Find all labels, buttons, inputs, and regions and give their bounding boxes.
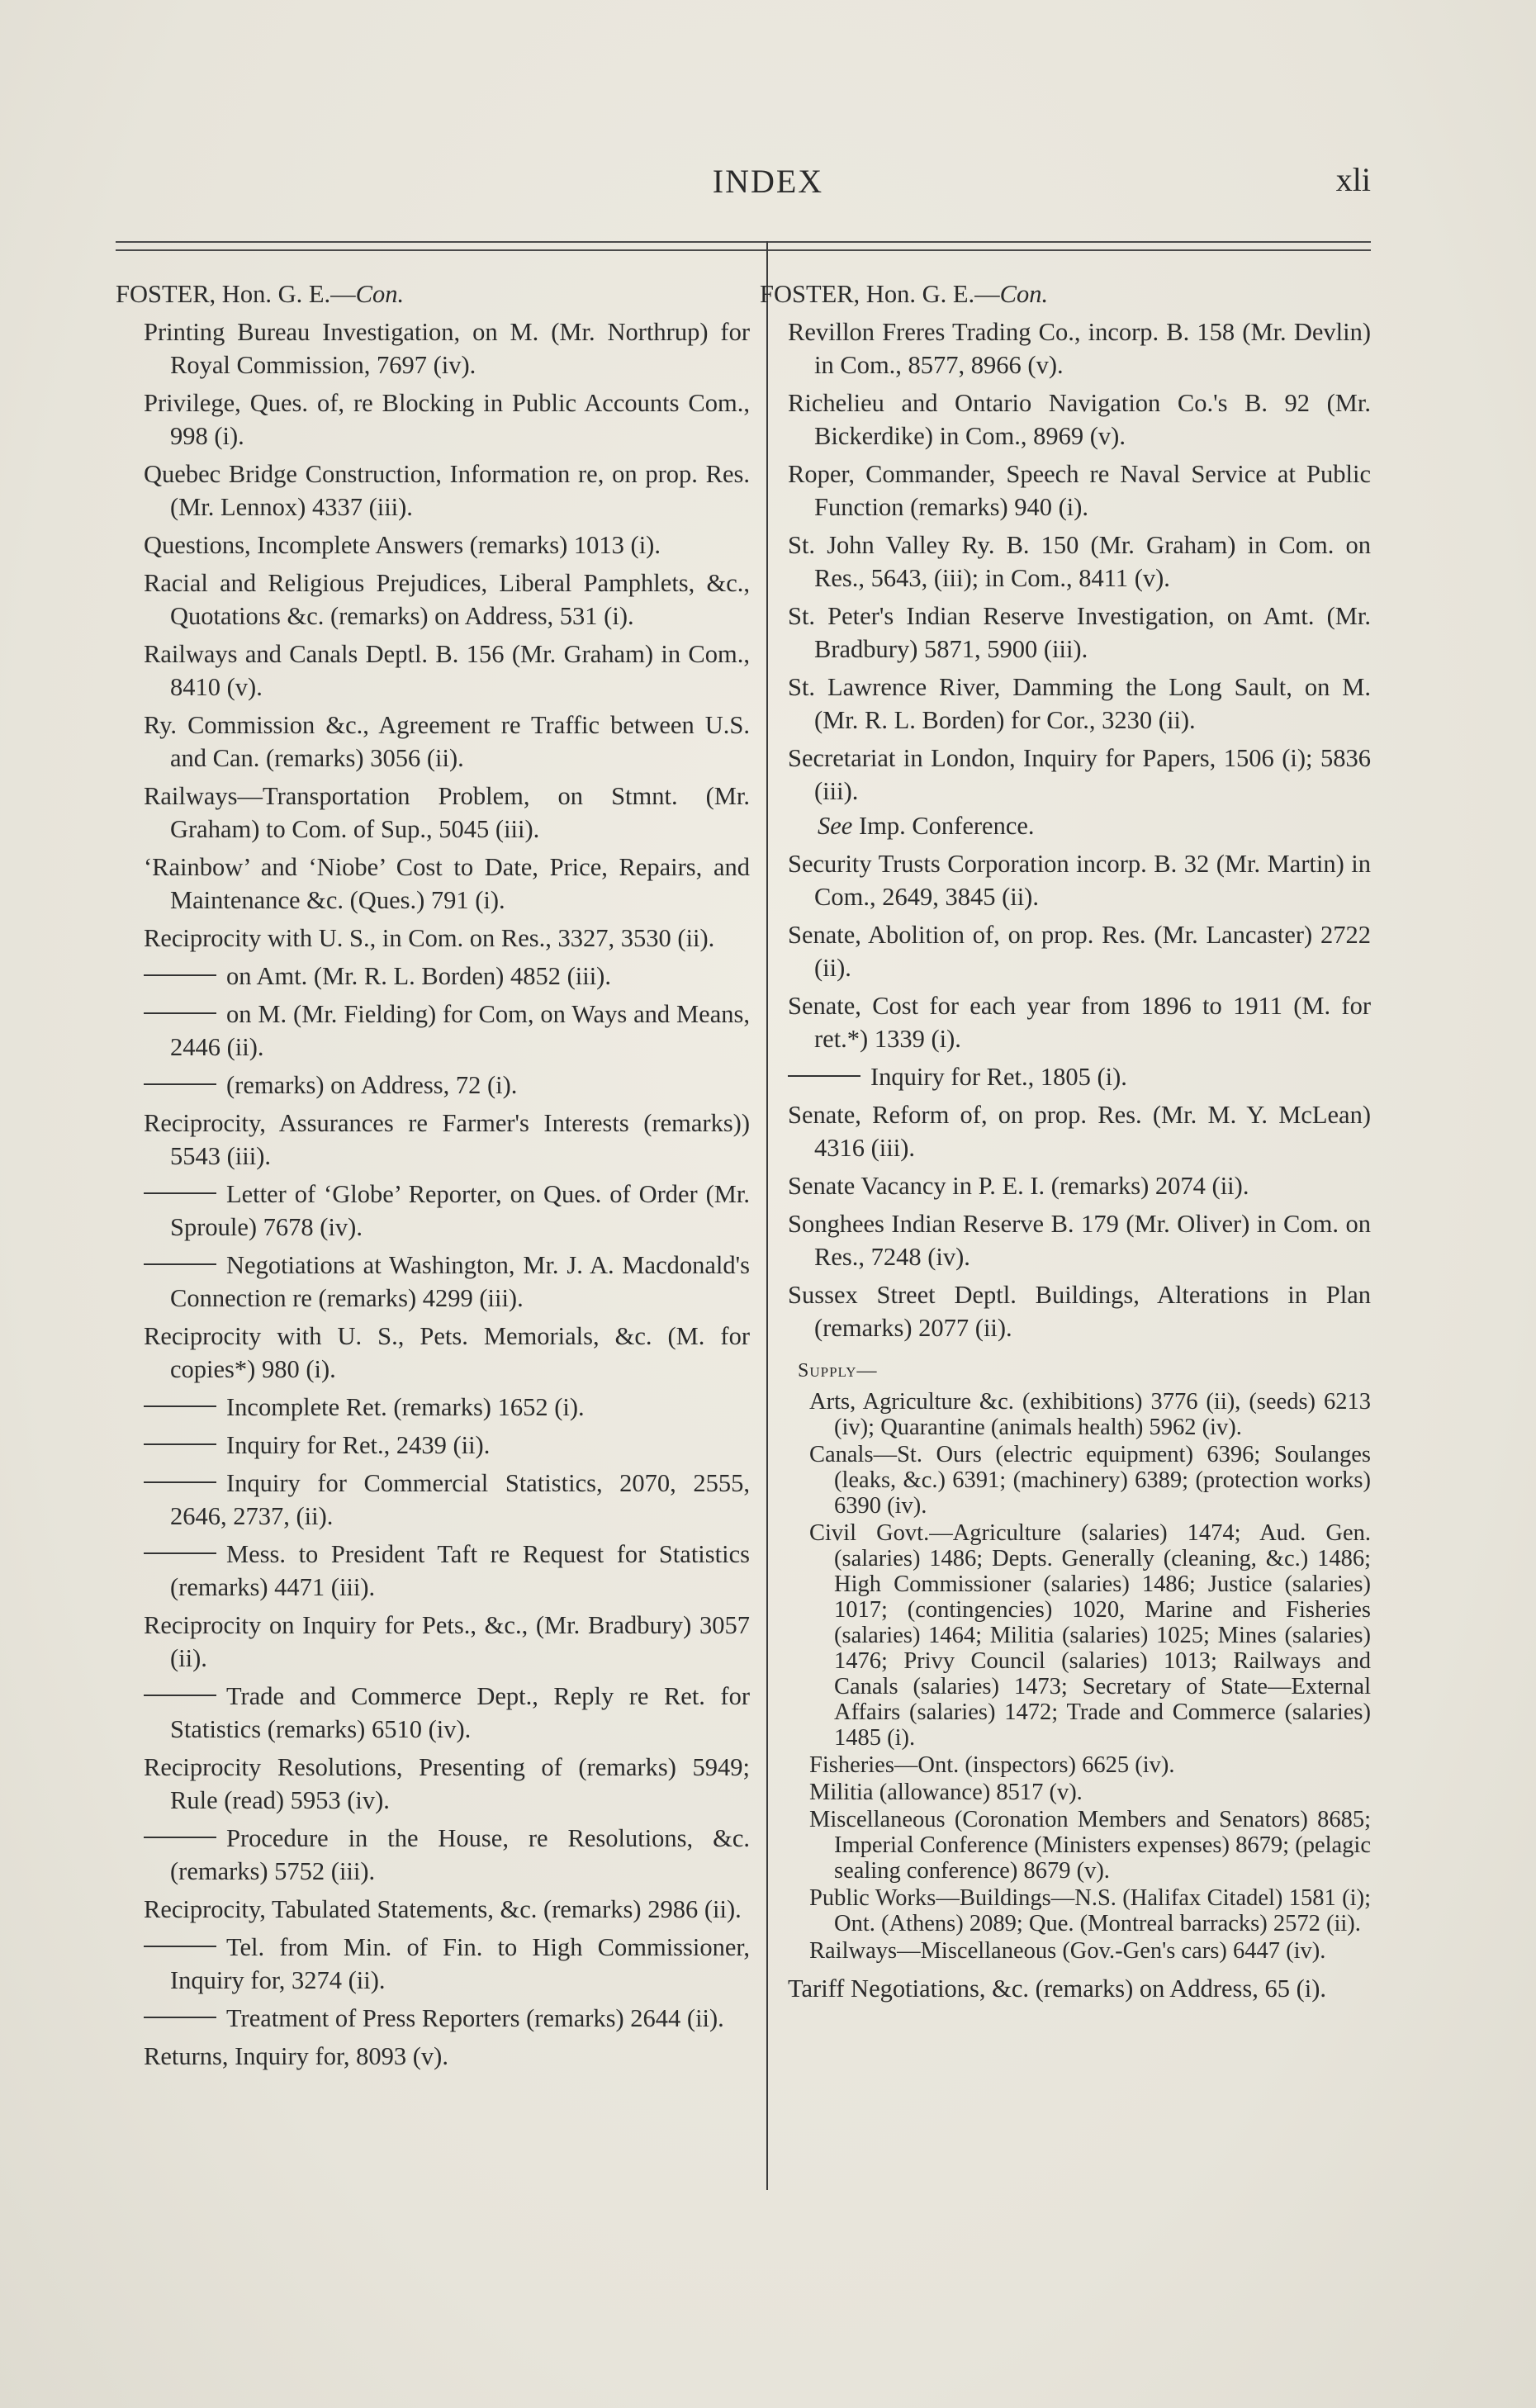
index-entry: Reciprocity Resolutions, Presenting of (remarks) 5949; Rule (read) 5953 (iv). (144, 1753, 750, 1814)
index-entry: Senate, Reform of, on prop. Res. (Mr. M. Y. McLean) 4316 (iii). (788, 1101, 1371, 1162)
ditto-dash (144, 1192, 216, 1194)
heading-con: Con. (355, 280, 405, 308)
index-entry: Racial and Religious Prejudices, Liberal Pamphlets, &c., Quotations &c. (remarks) on Address, 531 (i). (144, 569, 750, 630)
index-entry: Privilege, Ques. of, re Blocking in Public Accounts Com., 998 (i). (144, 389, 750, 450)
index-entry: Senate Vacancy in P. E. I. (remarks) 2074 (ii). (788, 1172, 1249, 1200)
supply-item: Canals—St. Ours (electric equipment) 6396; Soulanges (leaks, &c.) 6391; (machinery) 6389; (protection works) 6390 (iv). (809, 1442, 1371, 1519)
subentry-text: on Amt. (Mr. R. L. Borden) 4852 (iii). (226, 962, 611, 990)
supply-item: Public Works—Buildings—N.S. (Halifax Citadel) 1581 (i); Ont. (Athens) 2089; Que. (Montreal barracks) 2572 (ii). (809, 1885, 1371, 1936)
ditto-dash (144, 1552, 216, 1554)
index-entry: Ry. Commission &c., Agreement re Traffic between U.S. and Can. (remarks) 3056 (ii). (144, 711, 750, 772)
index-subentry (116, 960, 750, 993)
index-entry: Quebec Bridge Construction, Information re, on prop. Res. (Mr. Lennox) 4337 (iii). (144, 460, 750, 521)
index-subentry (116, 1069, 750, 1102)
index-entry: Printing Bureau Investigation, on M. (Mr. Northrup) for Royal Commission, 7697 (iv). (144, 318, 750, 379)
ditto-dash (144, 1695, 216, 1696)
heading-name: FOSTER, Hon. G. E.— (116, 280, 356, 308)
index-subentry (116, 1249, 750, 1315)
index-subentry (116, 1178, 750, 1244)
index-entry: St. John Valley Ry. B. 150 (Mr. Graham) in Com. on Res., 5643, (iii); in Com., 8411 (v). (788, 531, 1371, 592)
subentry-text: Treatment of Press Reporters (remarks) 2644 (ii). (226, 2004, 724, 2032)
index-subentry (116, 1429, 750, 1462)
index-subentry (116, 2002, 750, 2035)
supply-item: Railways—Miscellaneous (Gov.-Gen's cars) 6447 (iv). (809, 1938, 1326, 1964)
page-number: xli (1335, 161, 1371, 198)
ditto-dash (788, 1075, 860, 1077)
heading-name: FOSTER, Hon. G. E.— (760, 280, 1000, 308)
left-column (116, 277, 750, 2073)
subentry-text: Incomplete Ret. (remarks) 1652 (i). (226, 1393, 585, 1421)
index-entry: Security Trusts Corporation incorp. B. 32 (Mr. Martin) in Com., 2649, 3845 (ii). (788, 850, 1371, 911)
ditto-dash (144, 1443, 216, 1445)
ditto-dash (144, 2017, 216, 2018)
subentry-text: Inquiry for Ret., 2439 (ii). (226, 1431, 491, 1459)
subentry-text: Inquiry for Ret., 1805 (i). (870, 1063, 1127, 1091)
see-target: Imp. Conference. (858, 812, 1035, 840)
page-title: INDEX (712, 163, 824, 200)
index-subentry (760, 1060, 1371, 1093)
index-entry: Reciprocity with U. S., Pets. Memorials, &c. (M. for copies*) 980 (i). (144, 1322, 750, 1383)
index-entry: Richelieu and Ontario Navigation Co.'s B. 92 (Mr. Bickerdike) in Com., 8969 (v). (788, 389, 1371, 450)
ditto-dash (144, 1083, 216, 1085)
index-subentry (116, 1467, 750, 1533)
index-entry: Roper, Commander, Speech re Naval Service at Public Function (remarks) 940 (i). (788, 460, 1371, 521)
index-entry: Revillon Freres Trading Co., incorp. B. 158 (Mr. Devlin) in Com., 8577, 8966 (v). (788, 318, 1371, 379)
index-entry: Senate, Abolition of, on prop. Res. (Mr. Lancaster) 2722 (ii). (788, 921, 1371, 982)
index-entry: St. Lawrence River, Damming the Long Sault, on M. (Mr. R. L. Borden) for Cor., 3230 (ii). (788, 673, 1371, 734)
index-entry: Tariff Negotiations, &c. (remarks) on Address, 65 (i). (788, 1974, 1327, 2003)
index-subentry (116, 1538, 750, 1604)
header-rule-bottom (116, 249, 1371, 251)
right-column (760, 277, 1371, 2005)
index-subentry (116, 998, 750, 1064)
index-entry: Reciprocity with U. S., in Com. on Res., 3327, 3530 (ii). (144, 924, 715, 952)
supply-heading: Supply— (798, 1360, 878, 1382)
index-entry: ‘Rainbow’ and ‘Niobe’ Cost to Date, Price, Repairs, and Maintenance &c. (Ques.) 791 (i). (144, 853, 750, 914)
subentry-text: Procedure in the House, re Resolutions, &c. (remarks) 5752 (iii). (170, 1824, 750, 1885)
subentry-text: Trade and Commerce Dept., Reply re Ret. for Statistics (remarks) 6510 (iv). (170, 1682, 750, 1743)
index-subentry (116, 1391, 750, 1424)
heading-con: Con. (999, 280, 1049, 308)
subentry-text: Mess. to President Taft re Request for Statistics (remarks) 4471 (iii). (170, 1540, 750, 1601)
supply-item: Miscellaneous (Coronation Members and Senators) 8685; Imperial Conference (Ministers expenses) 8679; (pelagic sealing conference) 8679 (v). (809, 1807, 1371, 1884)
index-entry: Reciprocity, Assurances re Farmer's Interests (remarks)) 5543 (iii). (144, 1109, 750, 1170)
ditto-dash (144, 1481, 216, 1483)
subentry-text: (remarks) on Address, 72 (i). (226, 1071, 518, 1099)
index-entry: Railways—Transportation Problem, on Stmnt. (Mr. Graham) to Com. of Sup., 5045 (iii). (144, 782, 750, 843)
subentry-text: Letter of ‘Globe’ Reporter, on Ques. of Order (Mr. Sproule) 7678 (iv). (170, 1180, 750, 1241)
see-word: See (818, 812, 853, 840)
index-entry: Reciprocity on Inquiry for Pets., &c., (Mr. Bradbury) 3057 (ii). (144, 1611, 750, 1672)
header-rule-top (116, 241, 1371, 243)
ditto-dash (144, 974, 216, 976)
ditto-dash (144, 1837, 216, 1838)
supply-item: Fisheries—Ont. (inspectors) 6625 (iv). (809, 1752, 1175, 1778)
subentry-text: on M. (Mr. Fielding) for Com, on Ways and Means, 2446 (ii). (170, 1000, 750, 1061)
supply-item: Civil Govt.—Agriculture (salaries) 1474; Aud. Gen. (salaries) 1486; Depts. Generally (cleaning, &c.) 1486; High Commissioner (salaries) 1486; Justice (salaries) 1017; (contingencies) 1020, Marine and Fisheries (salaries) 1464; Militia (salaries) 1025; Mines (salaries) 1476; Privy Council (salaries) 1013; Railways and Canals (salaries) 1473; Secretary of State—External Affairs (salaries) 1472; Trade and Commerce (salaries) 1485 (i). (809, 1520, 1371, 1751)
ditto-dash (144, 1012, 216, 1014)
ditto-dash (144, 1263, 216, 1265)
index-entry: Questions, Incomplete Answers (remarks) 1013 (i). (144, 531, 661, 559)
subentry-text: Tel. from Min. of Fin. to High Commissioner, Inquiry for, 3274 (ii). (170, 1933, 750, 1994)
index-entry: Songhees Indian Reserve B. 179 (Mr. Oliver) in Com. on Res., 7248 (iv). (788, 1210, 1371, 1271)
index-entry: Senate, Cost for each year from 1896 to 1911 (M. for ret.*) 1339 (i). (788, 992, 1371, 1053)
index-entry: St. Peter's Indian Reserve Investigation, on Amt. (Mr. Bradbury) 5871, 5900 (iii). (788, 602, 1371, 663)
subentry-text: Negotiations at Washington, Mr. J. A. Macdonald's Connection re (remarks) 4299 (iii). (170, 1251, 750, 1312)
index-subentry (116, 1680, 750, 1746)
supply-item: Arts, Agriculture &c. (exhibitions) 3776 (ii), (seeds) 6213 (iv); Quarantine (animals health) 5962 (iv). (809, 1389, 1371, 1440)
index-entry: Secretariat in London, Inquiry for Papers, 1506 (i); 5836 (iii). (788, 744, 1371, 805)
left-column-heading (116, 277, 750, 310)
see-also-reference (760, 809, 1371, 842)
index-subentry (116, 1822, 750, 1888)
ditto-dash (144, 1405, 216, 1407)
right-column-heading (760, 277, 1371, 310)
index-subentry (116, 1931, 750, 1997)
subentry-text: Inquiry for Commercial Statistics, 2070, 2555, 2646, 2737, (ii). (170, 1469, 750, 1530)
index-entry: Returns, Inquiry for, 8093 (v). (144, 2042, 448, 2070)
index-entry: Railways and Canals Deptl. B. 156 (Mr. Graham) in Com., 8410 (v). (144, 640, 750, 701)
index-entry: Reciprocity, Tabulated Statements, &c. (remarks) 2986 (ii). (144, 1895, 742, 1923)
index-entry: Sussex Street Deptl. Buildings, Alterations in Plan (remarks) 2077 (ii). (788, 1281, 1371, 1342)
ditto-dash (144, 1946, 216, 1947)
supply-item: Militia (allowance) 8517 (v). (809, 1780, 1083, 1805)
